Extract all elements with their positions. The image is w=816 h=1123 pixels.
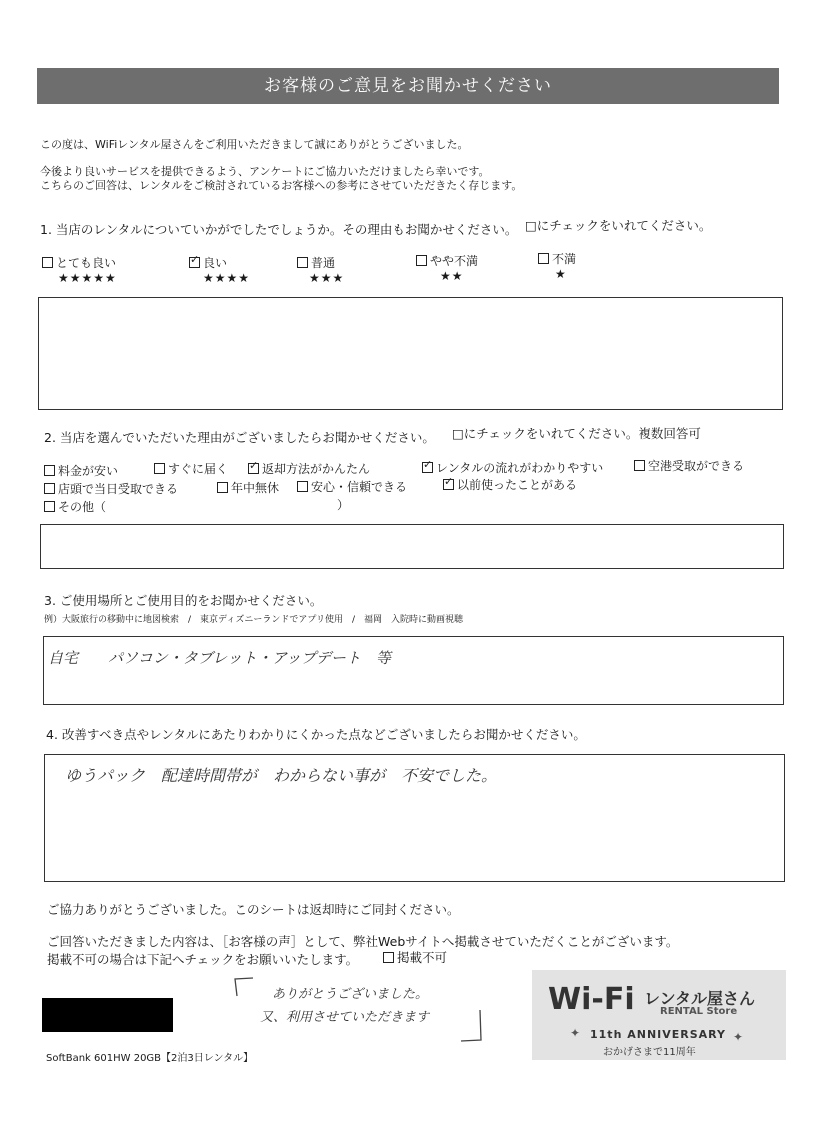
checkbox-icon[interactable] [44,501,55,512]
q1-stars-slightly-unsatisfied: ★★ [440,269,464,283]
q1-answer-box[interactable] [38,297,783,410]
handwritten-thanks: ありがとうございました。 [272,987,429,1002]
checkbox-icon[interactable] [297,481,308,492]
footer-publish-note-1: ご回答いただきました内容は、［お客様の声］として、弊社Webサイトへ掲載させていただくことがございます。 [47,934,679,949]
question-1: 1. 当店のレンタルについていかがでしたでしょうか。その理由もお聞かせください。 [40,222,518,237]
q3-handwritten-answer: 自宅 パソコン・タブレット・アップデート 等 [48,649,391,667]
checkbox-icon[interactable] [634,460,645,471]
checkbox-icon[interactable] [416,255,427,266]
q1-stars-good: ★★★★ [203,271,251,285]
q2-option-other[interactable]: その他（ [44,498,106,515]
q2-option-trustworthy[interactable]: 安心・信頼できる [297,478,407,495]
question-3-example: 例）大阪旅行の移動中に地図検索 / 東京ディズニーランドでアプリ使用 / 福岡 入院時に動画視聴 [44,615,463,625]
intro-line-2: 今後より良いサービスを提供できるよう、アンケートにご協力いただけましたら幸いです。 [40,165,490,178]
checked-checkbox-icon[interactable] [422,462,433,473]
q4-answer-box[interactable] [44,754,785,882]
checkbox-icon[interactable] [217,482,228,493]
form-title: お客様のご意見をお聞かせください [37,68,779,104]
q1-stars-average: ★★★ [309,271,345,285]
logo-company-name: レンタル屋さん [644,989,755,1008]
handwritten-will-use-again: 又、利用させていただきます [260,1010,430,1025]
logo-wifi-text: Wi-Fi [548,982,635,1017]
redacted-block [42,998,173,1032]
checked-checkbox-icon[interactable] [248,463,259,474]
checkbox-icon[interactable] [44,483,55,494]
sparkle-icon: ✦ [733,1030,744,1044]
question-3: 3. ご使用場所とご使用目的をお聞かせください。 [44,593,323,608]
footer-publish-note-2: 掲載不可の場合は下記へチェックをお願いいたします。 [47,952,359,967]
q1-option-very-good[interactable]: とても良い [42,254,116,271]
question-2-instruction: □にチェックをいれてください。複数回答可 [452,426,701,441]
question-1-instruction: □にチェックをいれてください。 [525,218,712,233]
q1-option-slightly-unsatisfied[interactable]: やや不満 [416,252,478,269]
checkbox-icon[interactable] [383,952,394,963]
sparkle-icon: ✦ [570,1026,581,1040]
logo-anniversary: 11th ANNIVERSARY [590,1028,727,1041]
no-publish-option[interactable]: 掲載不可 [383,948,447,966]
intro-line-1: この度は、WiFiレンタル屋さんをご利用いただきまして誠にありがとうございました。 [40,138,469,151]
q1-stars-unsatisfied: ★ [555,267,567,281]
q2-option-airport[interactable]: 空港受取ができる [634,457,744,474]
question-2: 2. 当店を選んでいただいた理由がございましたらお聞かせください。 [44,430,435,445]
q1-option-average[interactable]: 普通 [297,254,335,271]
q2-option-same-day-pickup[interactable]: 店頭で当日受取できる [44,480,178,497]
q2-option-cheap[interactable]: 料金が安い [44,462,118,479]
checkbox-icon[interactable] [297,257,308,268]
intro-line-3: こちらのご回答は、レンタルをご検討されているお客様への参考にさせていただきたく存じます。 [40,179,523,192]
logo-anniversary-sub: おかげさまで11周年 [603,1047,696,1058]
q2-option-fast-delivery[interactable]: すぐに届く [154,460,228,477]
checkbox-icon[interactable] [154,463,165,474]
q1-stars-very-good: ★★★★★ [58,271,117,285]
checkbox-icon[interactable] [538,253,549,264]
q1-option-unsatisfied[interactable]: 不満 [538,250,576,267]
q2-option-easy-return[interactable]: ✓ 返却方法がかんたん [248,460,370,477]
checked-checkbox-icon[interactable] [443,479,454,490]
checkbox-icon[interactable] [42,257,53,268]
q1-option-good[interactable]: ✓良い [189,254,227,271]
q2-answer-box[interactable] [40,524,784,569]
logo-rental-store: RENTAL Store [660,1006,738,1017]
q4-handwritten-answer: ゆうパック 配達時間帯が わからない事が 不安でした。 [65,766,498,785]
q3-answer-box[interactable] [43,636,784,705]
checked-checkbox-icon[interactable] [189,257,200,268]
q2-option-other-close: ） [337,498,350,512]
question-4: 4. 改善すべき点やレンタルにあたりわかりにくかった点などございましたらお聞かせください。 [46,727,586,742]
rental-device-info: SoftBank 601HW 20GB【2泊3日レンタル】 [46,1053,254,1064]
checkbox-icon[interactable] [44,465,55,476]
footer-thanks: ご協力ありがとうございました。このシートは返却時にご同封ください。 [47,902,460,917]
q2-option-easy-flow[interactable]: ✓ レンタルの流れがわかりやすい [422,459,603,476]
q2-option-open-all-year[interactable]: 年中無休 [217,479,279,496]
q2-option-used-before[interactable]: ✓ 以前使ったことがある [443,476,577,493]
